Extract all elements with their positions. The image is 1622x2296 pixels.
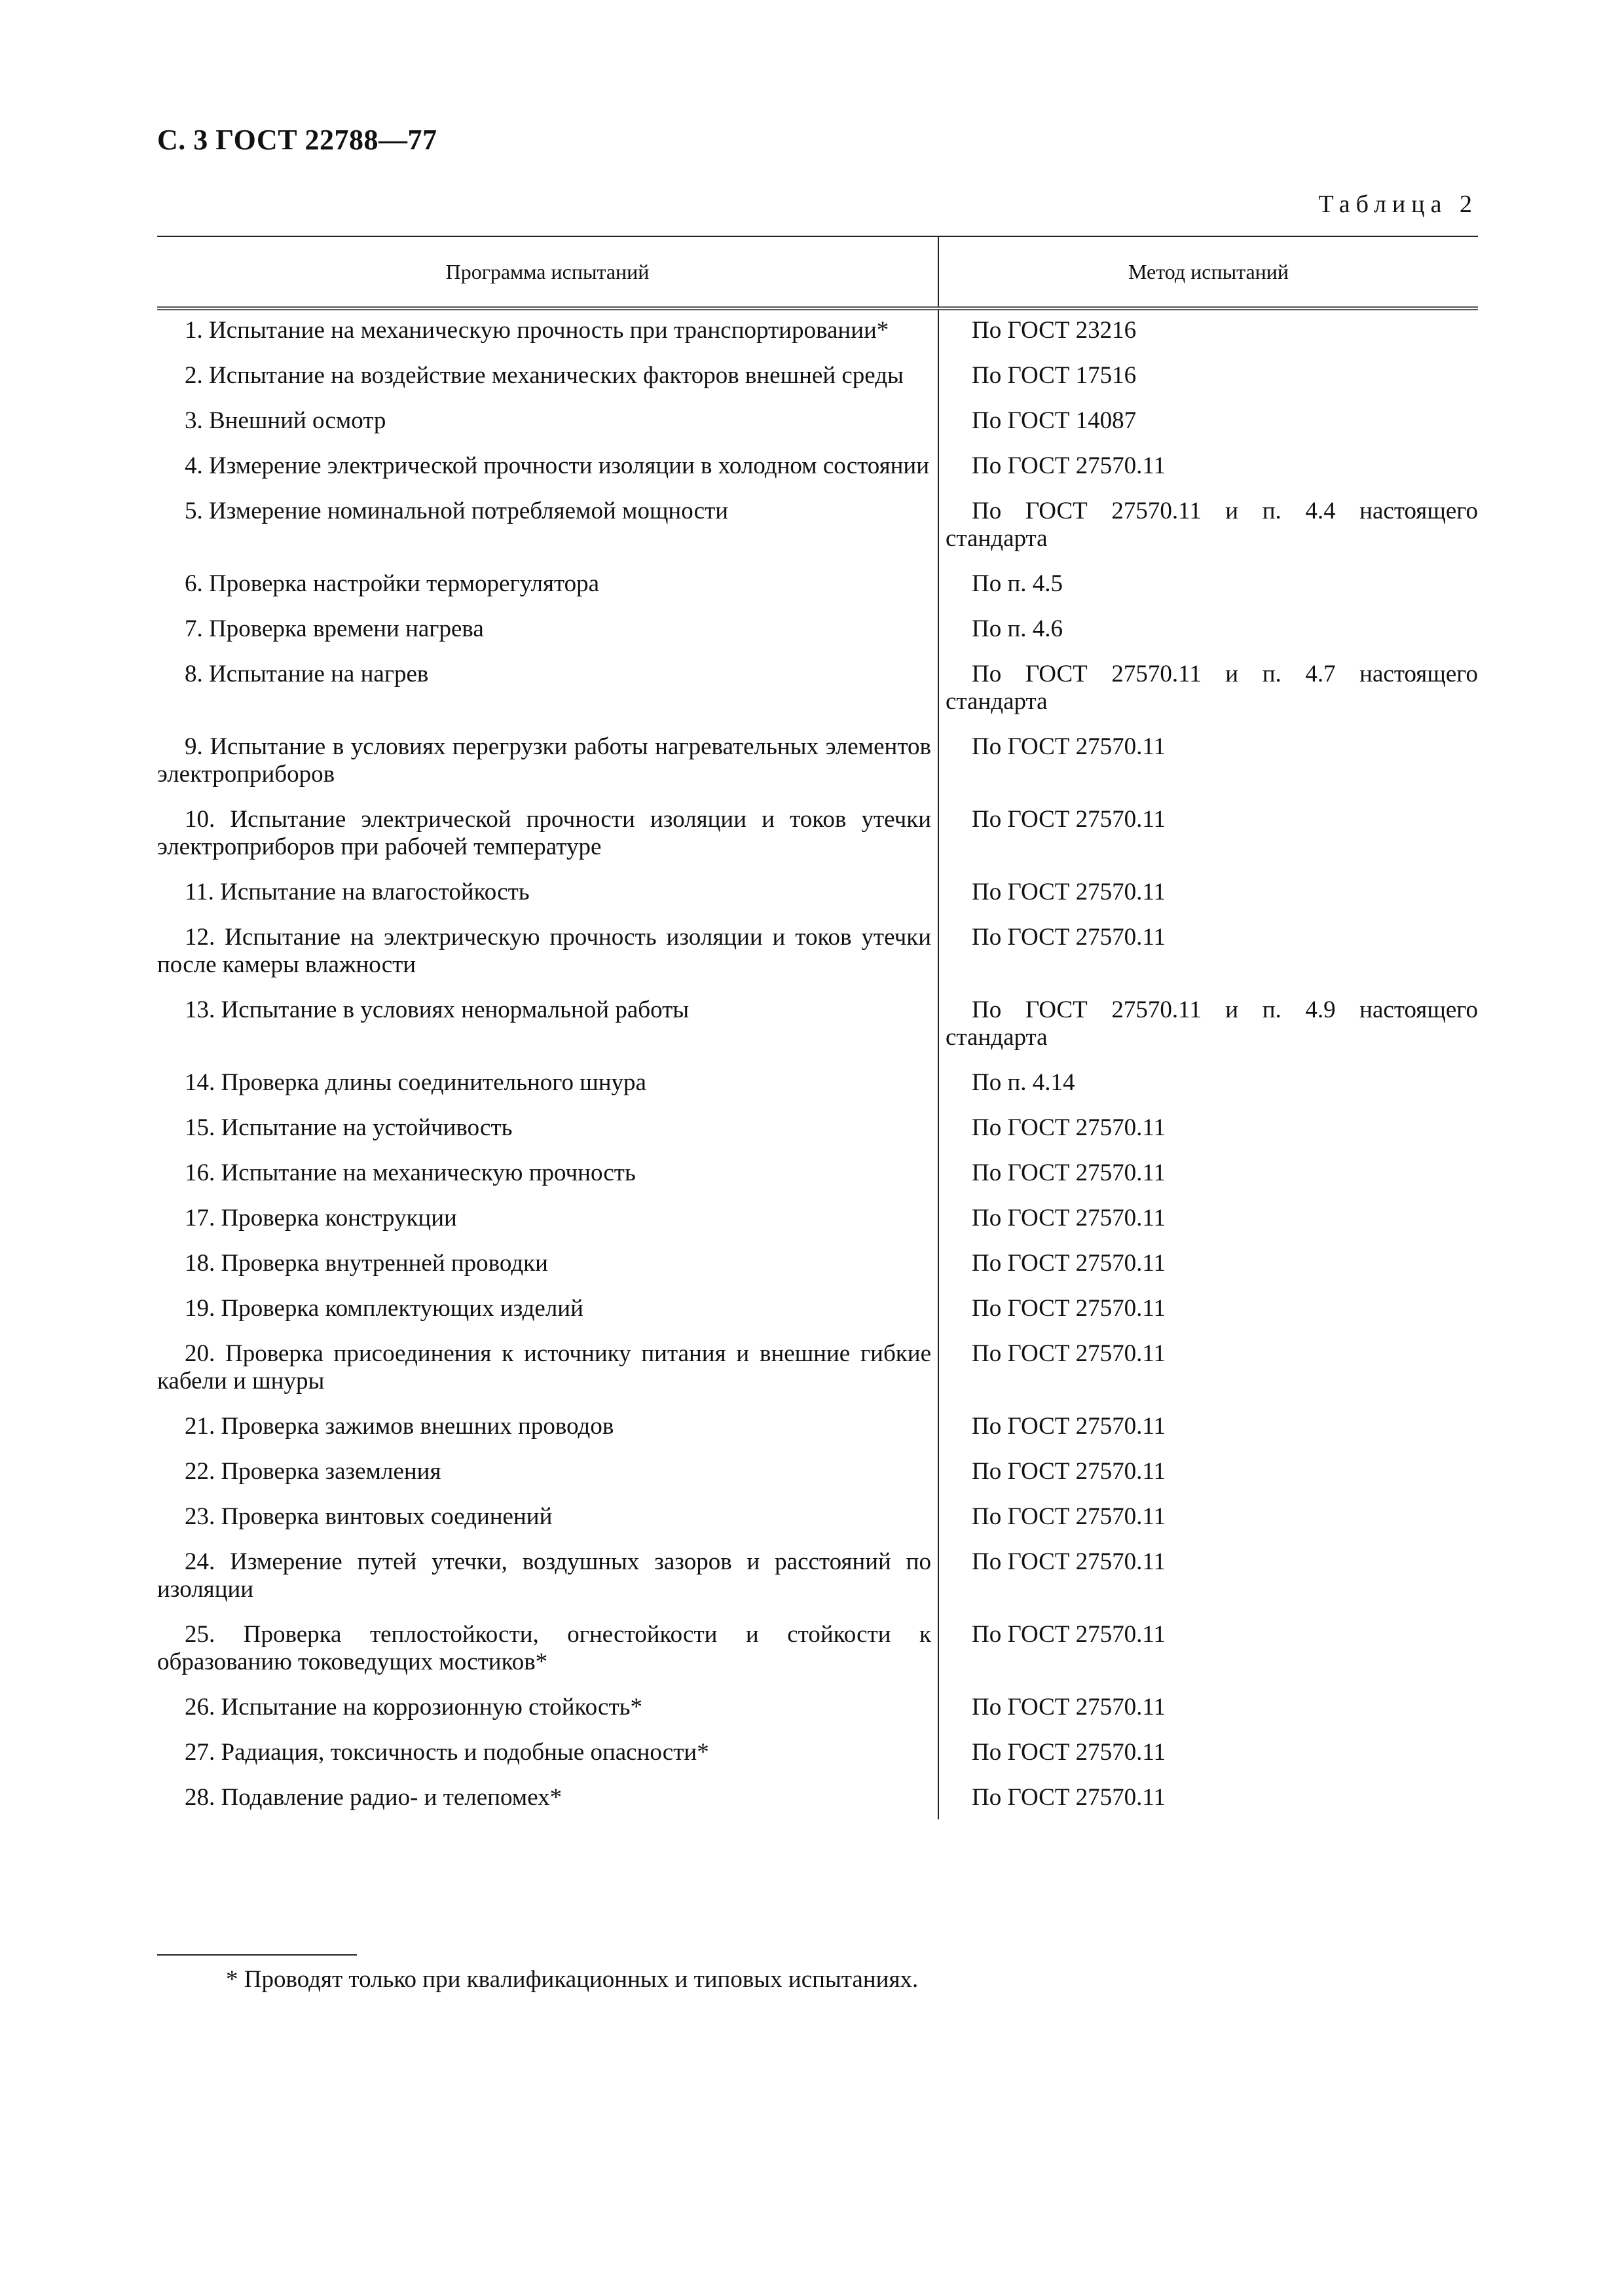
- test-method-cell: По п. 4.14: [972, 1069, 1075, 1096]
- test-program-cell: 17. Проверка конструкции: [157, 1205, 938, 1250]
- test-program-cell: 26. Испытание на коррозионную стойкость*: [157, 1694, 938, 1739]
- test-program-cell: 18. Проверка внутренней проводки: [157, 1250, 938, 1295]
- test-method-cell: По ГОСТ 27570.11: [972, 1694, 1166, 1721]
- test-method-cell: По ГОСТ 27570.11: [972, 879, 1166, 905]
- test-program-cell: 2. Испытание на воздействие механических факторов внешней среды: [157, 362, 938, 407]
- table-row: [157, 1205, 1478, 1250]
- test-program-cell: 8. Испытание на нагрев: [157, 661, 938, 733]
- test-program-cell: 15. Испытание на устойчивость: [157, 1114, 938, 1159]
- table-row: [157, 879, 1478, 924]
- footnote-divider: [157, 1954, 357, 1956]
- test-method-cell: По ГОСТ 27570.11: [972, 1114, 1166, 1141]
- test-method-cell: По п. 4.6: [972, 615, 1063, 642]
- table-row: [157, 1250, 1478, 1295]
- footnote: * Проводят только при квалификационных и типовых испытаниях.: [226, 1966, 919, 1993]
- table-row: [157, 1503, 1478, 1548]
- table-row: [157, 1114, 1478, 1159]
- column-header-method: Метод испытаний: [938, 236, 1478, 308]
- table-row: [157, 661, 1478, 733]
- table-row: [157, 1458, 1478, 1503]
- test-method-cell: По ГОСТ 27570.11: [972, 806, 1166, 833]
- table-body: [157, 308, 1478, 1819]
- test-method-cell: По ГОСТ 27570.11: [972, 1295, 1166, 1322]
- test-program-cell: 6. Проверка настройки терморегулятора: [157, 570, 938, 615]
- test-program-cell: 4. Измерение электрической прочности изоляции в холодном состоянии: [157, 452, 938, 498]
- test-method-cell: По ГОСТ 27570.11 и п. 4.9 настоящего стандарта: [946, 996, 1478, 1051]
- test-program-cell: 16. Испытание на механическую прочность: [157, 1159, 938, 1205]
- test-method-cell: По ГОСТ 27570.11: [972, 1503, 1166, 1530]
- table-row: [157, 924, 1478, 996]
- test-method-cell: По ГОСТ 27570.11: [972, 1413, 1166, 1440]
- test-program-cell: 1. Испытание на механическую прочность при транспортировании*: [157, 308, 938, 362]
- table-row: [157, 362, 1478, 407]
- table-row: [157, 1340, 1478, 1413]
- test-method-cell: По ГОСТ 27570.11: [972, 1621, 1166, 1648]
- test-method-cell: По ГОСТ 27570.11 и п. 4.4 настоящего стандарта: [946, 498, 1478, 552]
- test-program-cell: 24. Измерение путей утечки, воздушных зазоров и расстояний по изоляции: [157, 1548, 938, 1621]
- test-program-cell: 9. Испытание в условиях перегрузки работы нагревательных элементов электроприборов: [157, 733, 938, 806]
- test-program-cell: 21. Проверка зажимов внешних проводов: [157, 1413, 938, 1458]
- test-method-cell: По ГОСТ 27570.11: [972, 924, 1166, 951]
- test-program-cell: 28. Подавление радио- и телепомех*: [157, 1784, 938, 1819]
- test-program-cell: 20. Проверка присоединения к источнику питания и внешние гибкие кабели и шнуры: [157, 1340, 938, 1413]
- test-method-cell: По ГОСТ 27570.11: [972, 1548, 1166, 1575]
- table-row: [157, 1413, 1478, 1458]
- table-header-row: [157, 236, 1478, 308]
- table-row: [157, 1548, 1478, 1621]
- test-method-cell: По п. 4.5: [972, 570, 1063, 597]
- test-method-cell: По ГОСТ 27570.11: [972, 1739, 1166, 1766]
- test-program-cell: 5. Измерение номинальной потребляемой мощности: [157, 498, 938, 570]
- table-row: [157, 308, 1478, 362]
- test-program-cell: 7. Проверка времени нагрева: [157, 615, 938, 661]
- table-row: [157, 452, 1478, 498]
- table-row: [157, 806, 1478, 879]
- test-program-table: [157, 236, 1478, 1819]
- table-row: [157, 1159, 1478, 1205]
- test-method-cell: По ГОСТ 27570.11: [972, 733, 1166, 760]
- test-program-cell: 25. Проверка теплостойкости, огнестойкости и стойкости к образованию токоведущих мостиков*: [157, 1621, 938, 1694]
- test-program-cell: 10. Испытание электрической прочности изоляции и токов утечки электроприборов при рабочей температуре: [157, 806, 938, 879]
- test-method-cell: По ГОСТ 27570.11: [972, 1340, 1166, 1367]
- test-program-cell: 12. Испытание на электрическую прочность изоляции и токов утечки после камеры влажности: [157, 924, 938, 996]
- test-program-cell: 22. Проверка заземления: [157, 1458, 938, 1503]
- test-program-cell: 14. Проверка длины соединительного шнура: [157, 1069, 938, 1114]
- table-row: [157, 1739, 1478, 1784]
- test-method-cell: По ГОСТ 27570.11: [972, 1458, 1166, 1485]
- table-row: [157, 570, 1478, 615]
- table-row: [157, 1621, 1478, 1694]
- test-method-cell: По ГОСТ 23216: [972, 317, 1137, 344]
- table-caption: Таблица 2: [1318, 191, 1478, 218]
- test-program-table-container: [157, 236, 1478, 1819]
- test-program-cell: 19. Проверка комплектующих изделий: [157, 1295, 938, 1340]
- column-header-program: Программа испытаний: [157, 236, 938, 308]
- test-program-cell: 13. Испытание в условиях ненормальной работы: [157, 996, 938, 1069]
- test-program-cell: 23. Проверка винтовых соединений: [157, 1503, 938, 1548]
- table-row: [157, 1784, 1478, 1819]
- test-program-cell: 3. Внешний осмотр: [157, 407, 938, 452]
- table-row: [157, 407, 1478, 452]
- test-method-cell: По ГОСТ 27570.11: [972, 1250, 1166, 1277]
- test-method-cell: По ГОСТ 27570.11: [972, 1784, 1166, 1811]
- test-method-cell: По ГОСТ 27570.11: [972, 1205, 1166, 1231]
- test-method-cell: По ГОСТ 14087: [972, 407, 1137, 434]
- page-header: С. 3 ГОСТ 22788—77: [157, 124, 437, 156]
- table-row: [157, 1694, 1478, 1739]
- table-row: [157, 498, 1478, 570]
- table-row: [157, 1069, 1478, 1114]
- test-method-cell: По ГОСТ 17516: [972, 362, 1137, 389]
- test-method-cell: По ГОСТ 27570.11: [972, 452, 1166, 479]
- table-row: [157, 615, 1478, 661]
- table-row: [157, 733, 1478, 806]
- test-program-cell: 27. Радиация, токсичность и подобные опасности*: [157, 1739, 938, 1784]
- test-method-cell: По ГОСТ 27570.11 и п. 4.7 настоящего стандарта: [946, 661, 1478, 715]
- table-row: [157, 996, 1478, 1069]
- test-program-cell: 11. Испытание на влагостойкость: [157, 879, 938, 924]
- test-method-cell: По ГОСТ 27570.11: [972, 1159, 1166, 1186]
- table-row: [157, 1295, 1478, 1340]
